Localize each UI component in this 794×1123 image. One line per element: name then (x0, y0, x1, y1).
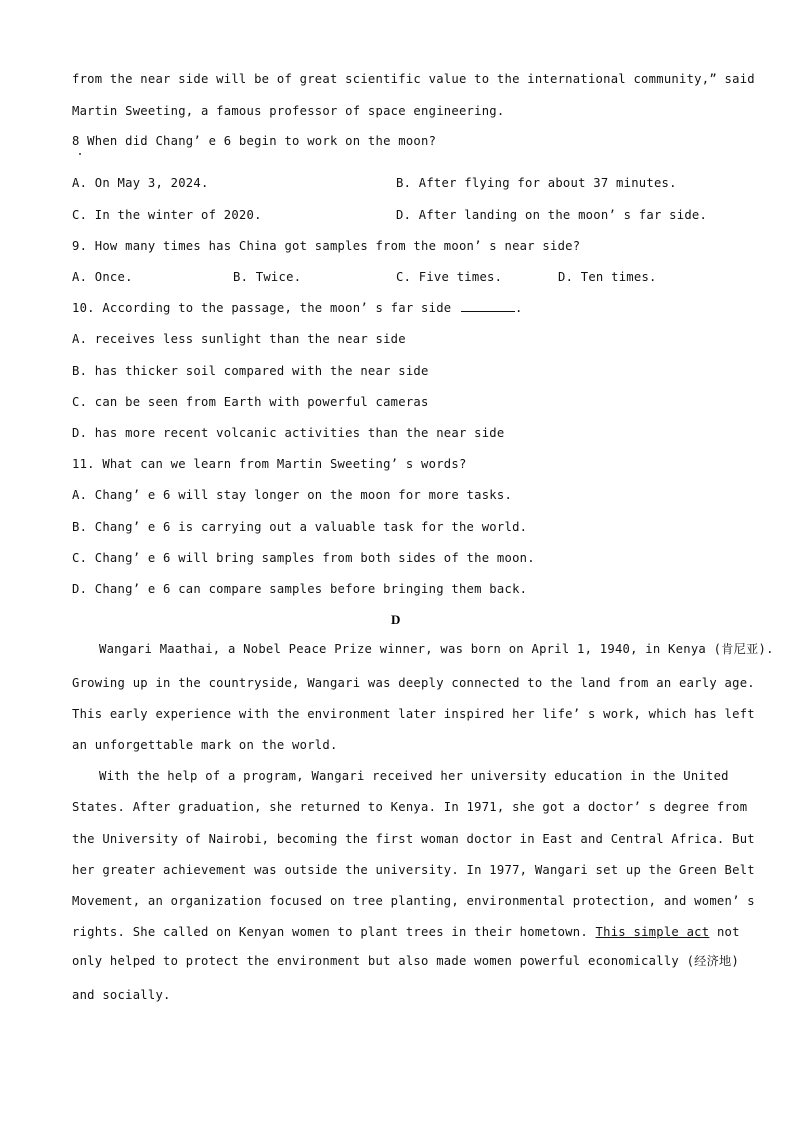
paragraph-2-line: her greater achievement was outside the university. In 1977, Wangari set up the Green Belt (72, 863, 755, 877)
paragraph-text: not (709, 925, 740, 939)
question-10-option-c: C. can be seen from Earth with powerful cameras (72, 395, 429, 409)
passage-text-line: Martin Sweeting, a famous professor of space engineering. (72, 104, 505, 118)
paragraph-2-line: the University of Nairobi, becoming the first woman doctor in East and Central Africa. But (72, 832, 755, 846)
question-8-option-c: C. In the winter of 2020. (72, 208, 262, 222)
paragraph-1-line: This early experience with the environment later inspired her life’ s work, which has left (72, 707, 755, 721)
question-11-stem: 11. What can we learn from Martin Sweeting’ s words? (72, 457, 467, 471)
section-heading: D (391, 612, 401, 627)
question-10-stem-text: 10. According to the passage, the moon’ s far side (72, 301, 452, 315)
question-11-option-b: B. Chang’ e 6 is carrying out a valuable task for the world. (72, 520, 528, 534)
answer-blank (461, 300, 515, 312)
paragraph-text: rights. She called on Kenyan women to plant trees in their hometown. (72, 925, 596, 939)
question-10-option-b: B. has thicker soil compared with the near side (72, 364, 429, 378)
question-9-option-a: A. Once. (72, 270, 133, 284)
paragraph-2-line: With the help of a program, Wangari received her university education in the United (99, 769, 729, 783)
question-10-stem (72, 300, 523, 316)
question-10-option-a: A. receives less sunlight than the near side (72, 332, 406, 346)
question-8-option-b: B. After flying for about 37 minutes. (396, 176, 677, 190)
paragraph-1-line: Growing up in the countryside, Wangari was deeply connected to the land from an early age. (72, 676, 755, 690)
paragraph-2-line (72, 924, 740, 940)
question-9-option-c: C. Five times. (396, 270, 503, 284)
question-11-option-c: C. Chang’ e 6 will bring samples from both sides of the moon. (72, 551, 535, 565)
question-10-stem-end: . (514, 301, 523, 315)
paragraph-2-line: States. After graduation, she returned to Kenya. In 1971, she got a doctor’ s degree from (72, 800, 748, 814)
question-11-option-a: A. Chang’ e 6 will stay longer on the moon for more tasks. (72, 488, 513, 502)
question-9-option-b: B. Twice. (233, 270, 302, 284)
question-8-stem: 8 When did Chang’ e 6 begin to work on the moon? (72, 134, 437, 148)
paragraph-1-line: an unforgettable mark on the world. (72, 738, 338, 752)
question-11-option-d: D. Chang’ e 6 can compare samples before bringing them back. (72, 582, 528, 596)
paragraph-2-line: Movement, an organization focused on tree planting, environmental protection, and women’ s (72, 894, 755, 908)
paragraph-2-line: only helped to protect the environment but also made women powerful economically (经济地) (72, 954, 740, 968)
paragraph-2-line: and socially. (72, 988, 171, 1002)
paragraph-1-line: Wangari Maathai, a Nobel Peace Prize winner, was born on April 1, 1940, in Kenya (肯尼亚). (99, 642, 774, 656)
underlined-phrase: This simple act (595, 925, 710, 939)
stray-dot (79, 153, 81, 155)
question-8-option-d: D. After landing on the moon’ s far side. (396, 208, 708, 222)
passage-text-line: from the near side will be of great scientific value to the international community,” said (72, 72, 755, 86)
question-9-stem: 9. How many times has China got samples from the moon’ s near side? (72, 239, 581, 253)
question-9-option-d: D. Ten times. (558, 270, 657, 284)
question-10-option-d: D. has more recent volcanic activities than the near side (72, 426, 505, 440)
question-8-option-a: A. On May 3, 2024. (72, 176, 209, 190)
